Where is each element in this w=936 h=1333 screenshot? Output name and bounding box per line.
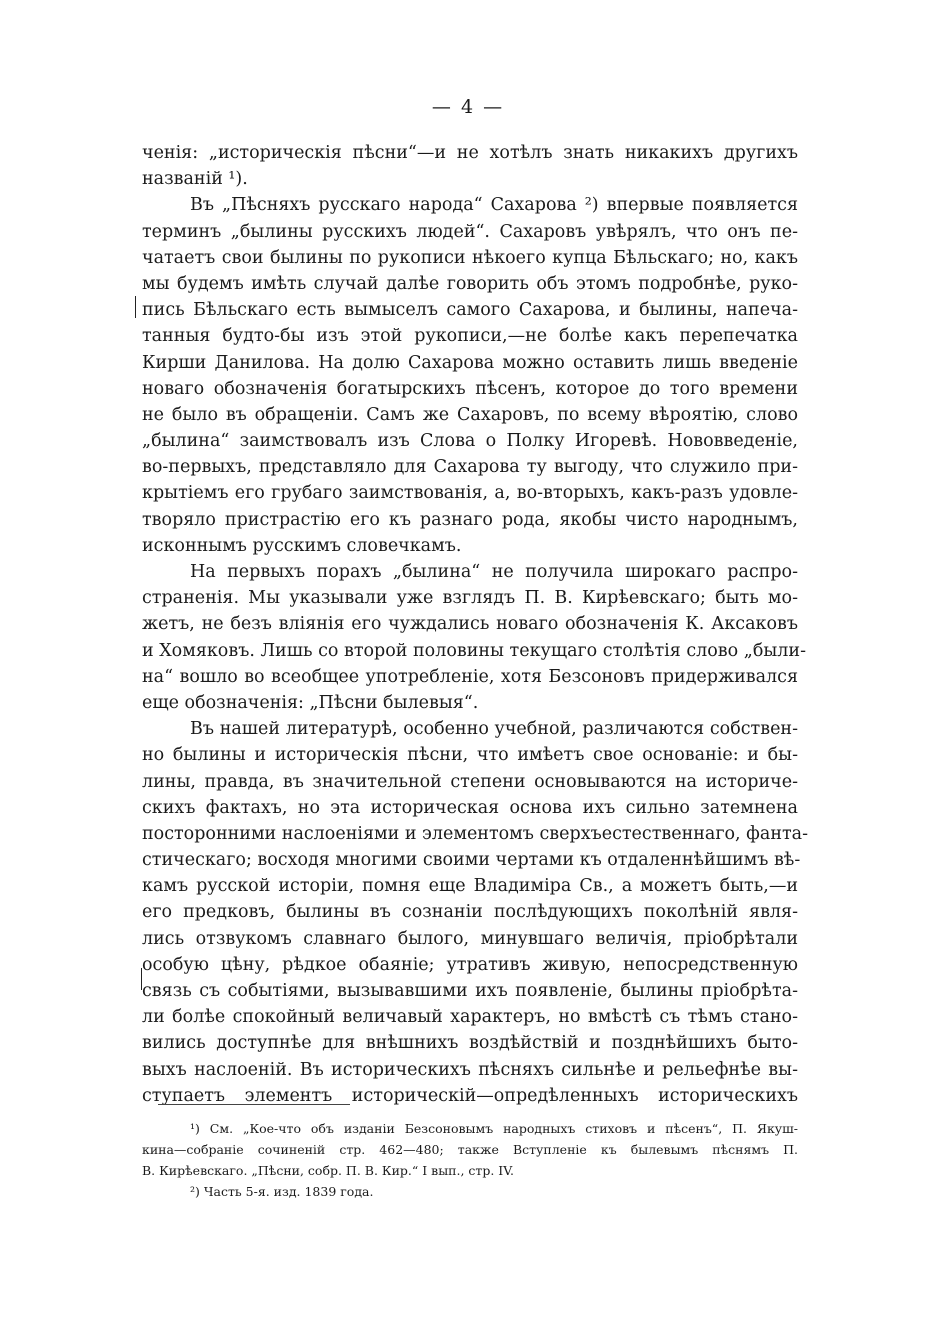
footnote-line: ¹) См. „Кое-что объ изданіи Безсоновымъ народныхъ стиховъ и пѣсенъ“, П. Якуш- xyxy=(190,1121,798,1136)
text-line: терминъ „былины русскихъ людей“. Сахаровъ увѣрялъ, что онъ пе- xyxy=(142,221,798,242)
text-line: новаго обозначенія богатырскихъ пѣсенъ, которое до того времени xyxy=(142,378,798,399)
text-line: на“ вошло во всеобщее употребленіе, хотя Безсоновъ придерживался xyxy=(142,666,798,687)
footnote-line: ²) Часть 5-я. изд. 1839 года. xyxy=(190,1184,374,1199)
text-line: связь съ событіями, вызывавшими ихъ появленіе, былины пріобрѣта- xyxy=(142,981,798,1001)
footnote-separator xyxy=(158,1104,350,1105)
text-line: выхъ наслоеній. Въ историческихъ пѣсняхъ сильнѣе и рельефнѣе вы- xyxy=(142,1059,798,1080)
text-line: танныя будто-бы изъ этой рукописи,—не болѣе какъ перепечатка xyxy=(142,326,798,347)
text-line: лины, правда, въ значительной степени основываются на историче- xyxy=(142,771,798,792)
text-line: чатаетъ свои былины по рукописи нѣкоего купца Бѣльскаго; но, какъ xyxy=(142,247,798,268)
text-line: вились доступнѣе для внѣшнихъ воздѣйствій и позднѣйшихъ быто- xyxy=(142,1033,798,1054)
margin-mark-1 xyxy=(135,296,136,318)
text-line: камъ русской исторіи, помня еще Владиміра Св., а можетъ быть,—и xyxy=(142,876,798,897)
text-line: названій ¹). xyxy=(142,169,248,190)
text-line: еще обозначенія: „Пѣсни былевыя“. xyxy=(142,692,479,713)
text-line: пись Бѣльскаго есть вымыселъ самого Сахарова, и былины, напеча- xyxy=(142,300,798,321)
text-line: „былина“ заимствовалъ изъ Слова о Полку Игоревѣ. Нововведеніе, xyxy=(142,431,798,452)
page-number: — 4 — xyxy=(431,96,505,118)
text-line: жетъ, не безъ вліянія его чуждались новаго обозначенія К. Аксаковъ xyxy=(142,614,798,635)
text-line: На первыхъ порахъ „былина“ не получила широкаго распро- xyxy=(190,562,798,582)
text-line: лись отзвукомъ славнаго былого, минувшаго величія, пріобрѣтали xyxy=(142,928,798,949)
text-line: не было въ обращеніи. Самъ же Сахаровъ, по всему вѣроятію, слово xyxy=(142,404,798,425)
text-line: крытіемъ его грубаго заимствованія, а, во-вторыхъ, какъ-разъ удовле- xyxy=(142,483,798,504)
text-line: особую цѣну, рѣдкое обаяніе; утративъ живую, непосредственную xyxy=(142,954,798,975)
text-line: во-первыхъ, представляло для Сахарова ту выгоду, что служило при- xyxy=(142,457,798,478)
text-line: творяло пристрастію его къ разнаго рода, якобы чисто народнымъ, xyxy=(142,509,798,530)
footnote-line: В. Кирѣевскаго. „Пѣсни, собр. П. В. Кир.“ I вып., стр. IV. xyxy=(142,1163,515,1178)
text-line: посторонними наслоеніями и элементомъ сверхъестественнаго, фанта- xyxy=(142,823,809,844)
text-line: Въ нашей литературѣ, особенно учебной, различаются собствен- xyxy=(190,719,798,740)
text-line: исконнымъ русскимъ словечкамъ. xyxy=(142,535,462,556)
margin-mark-2 xyxy=(141,968,142,990)
body-text xyxy=(142,140,809,1109)
text-line: его предковъ, былины въ сознаніи послѣдующихъ поколѣній явля- xyxy=(142,902,798,923)
text-line: скихъ фактахъ, но эта историческая основа ихъ сильно затемнена xyxy=(142,797,798,818)
text-line: ступаетъ элементъ историческій—опредѣленныхъ историческихъ xyxy=(142,1085,798,1106)
footnotes xyxy=(142,1118,798,1202)
text-line: и Хомяковъ. Лишь со второй половины текущаго столѣтія слово „были- xyxy=(142,640,806,661)
text-line: ченія: „историческія пѣсни“—и не хотѣлъ знать никакихъ другихъ xyxy=(142,143,798,163)
text-line: Въ „Пѣсняхъ русскаго народа“ Сахарова ²) впервые появляется xyxy=(190,195,798,216)
text-line: но былины и историческія пѣсни, что имѣетъ свое основаніе: и бы- xyxy=(142,745,798,766)
text-line: стическаго; восходя многими своими чертами къ отдаленнѣйшимъ вѣ- xyxy=(142,850,801,871)
text-line: мы будемъ имѣть случай далѣе говорить объ этомъ подробнѣе, руко- xyxy=(142,273,798,294)
text-line: ли болѣе спокойный величавый характеръ, но вмѣстѣ съ тѣмъ стано- xyxy=(142,1007,798,1028)
text-line: Кирши Данилова. На долю Сахарова можно оставить лишь введеніе xyxy=(142,352,798,373)
footnote-line: кина—собраніе сочиненій стр. 462—480; также Вступленіе къ былевымъ пѣснямъ П. xyxy=(142,1142,798,1157)
text-line: страненія. Мы указывали уже взглядъ П. В. Кирѣевскаго; быть мо- xyxy=(142,588,798,609)
